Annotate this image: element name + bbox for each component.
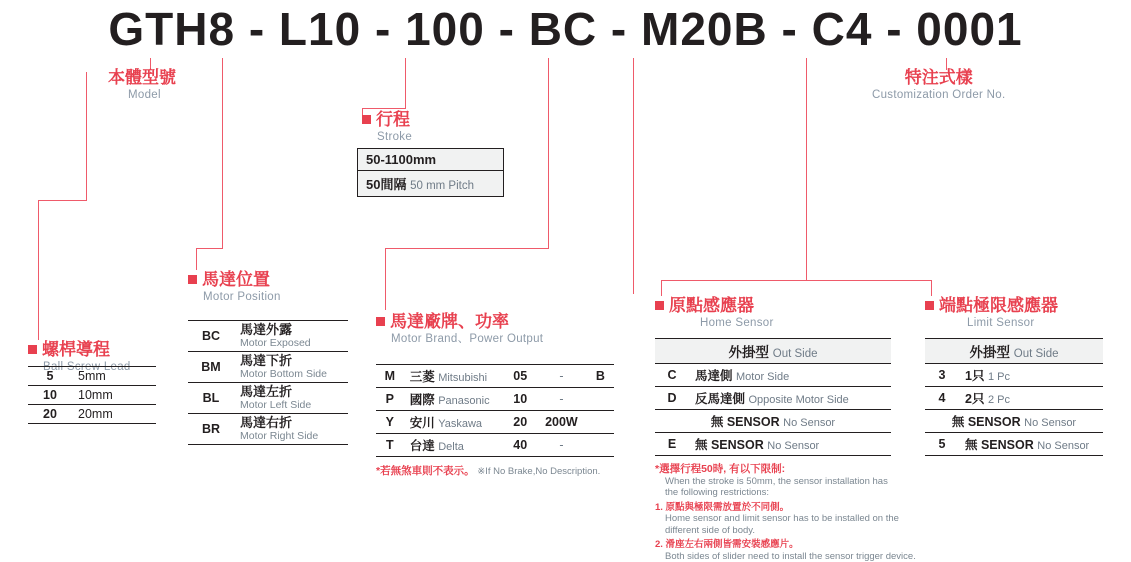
- limit-sensor-key: 5: [925, 433, 959, 456]
- table-row: [376, 411, 614, 434]
- motor-position-en: Motor Bottom Side: [240, 368, 342, 380]
- table-row: [655, 364, 891, 387]
- motor-position-cn: 馬達左折: [240, 384, 292, 399]
- power-key: 40: [504, 434, 535, 457]
- home-sensor-header-cn: 外掛型: [728, 345, 769, 360]
- home-sensor-value: [689, 387, 891, 410]
- motor-position-key: BC: [188, 321, 234, 352]
- motor-brand-note-cn: *若無煞車則不表示。: [376, 465, 475, 477]
- section-custom-cn: 特注式樣: [872, 68, 1005, 88]
- motor-brand-note-en: ※If No Brake,No Description.: [477, 466, 600, 477]
- section-motor-brand-cn: 馬達廠牌、功率: [376, 312, 543, 332]
- motor-position-value: [234, 321, 348, 352]
- lead-key: 20: [28, 405, 72, 424]
- footnote-title-en: When the stroke is 50mm, the sensor installation has: [655, 476, 955, 488]
- limit-sensor-en: No Sensor: [1024, 417, 1076, 429]
- brand-name-en: Delta: [438, 441, 464, 453]
- section-model: [108, 68, 176, 102]
- section-home-sensor: [655, 296, 774, 330]
- limit-sensor-en: 1 Pc: [988, 371, 1010, 383]
- lead-value: 20mm: [72, 405, 156, 424]
- table-row: [28, 386, 156, 405]
- motor-position-cn: 馬達右折: [240, 415, 292, 430]
- section-lead-en: Ball Screw Lead: [28, 360, 131, 374]
- limit-sensor-table: [925, 363, 1103, 456]
- section-stroke-cn: 行程: [362, 110, 412, 130]
- section-limit-sensor-cn: 端點極限感應器: [925, 296, 1058, 316]
- brand-name-cn: 國際: [410, 393, 435, 407]
- home-sensor-key: C: [655, 364, 689, 387]
- section-model-en: Model: [108, 88, 176, 102]
- home-sensor-en: Motor Side: [736, 371, 789, 383]
- limit-sensor-value: [959, 364, 1103, 387]
- section-motor-position-cn: 馬達位置: [188, 270, 281, 290]
- table-row: [925, 410, 1103, 433]
- home-sensor-en: No Sensor: [783, 417, 835, 429]
- stroke-box: [357, 148, 504, 197]
- brand-key: T: [376, 434, 404, 457]
- brand-key: Y: [376, 411, 404, 434]
- home-sensor-cn: 無 SENSOR: [695, 438, 764, 452]
- power-value: -: [536, 388, 587, 411]
- connector-line: [548, 58, 549, 248]
- section-motor-brand: [376, 312, 543, 346]
- lead-key: 10: [28, 386, 72, 405]
- motor-position-value: [234, 414, 348, 445]
- table-row: [188, 321, 348, 352]
- limit-sensor-key: 3: [925, 364, 959, 387]
- home-sensor-header-en: Out Side: [773, 348, 818, 360]
- connector-line: [931, 280, 932, 296]
- table-row: [28, 405, 156, 424]
- section-limit-sensor: [925, 296, 1058, 330]
- limit-sensor-value: [925, 410, 1103, 433]
- limit-sensor-value: [959, 387, 1103, 410]
- brake-key: [587, 434, 614, 457]
- table-row: [655, 410, 891, 433]
- section-stroke: [362, 110, 412, 144]
- connector-line: [405, 58, 406, 108]
- limit-sensor-header: [925, 338, 1103, 364]
- motor-position-en: Motor Left Side: [240, 399, 342, 411]
- stroke-pitch: [358, 170, 503, 196]
- limit-sensor-cn: 無 SENSOR: [965, 438, 1034, 452]
- limit-sensor-header-cn: 外掛型: [969, 345, 1010, 360]
- lead-value: 10mm: [72, 386, 156, 405]
- brand-name: [404, 434, 505, 457]
- connector-line: [806, 58, 807, 280]
- stroke-pitch-en: 50 mm Pitch: [410, 180, 474, 192]
- stroke-pitch-cn: 50間隔: [366, 177, 406, 192]
- table-row: [28, 367, 156, 386]
- lead-table: [28, 366, 156, 424]
- section-motor-position: [188, 270, 281, 304]
- limit-sensor-value: [959, 433, 1103, 456]
- brand-key: M: [376, 365, 404, 388]
- table-row: [655, 387, 891, 410]
- footnote-title-en2: the following restrictions:: [655, 487, 955, 499]
- bullet-square-icon: [655, 301, 664, 310]
- footnote-item1-en: Home sensor and limit sensor has to be installed on the: [655, 513, 955, 525]
- brand-name-en: Mitsubishi: [438, 372, 487, 384]
- home-sensor-cn: 反馬達側: [695, 392, 745, 406]
- home-sensor-cn: 馬達側: [695, 369, 733, 383]
- brake-key: [587, 388, 614, 411]
- lead-key: 5: [28, 367, 72, 386]
- bullet-square-icon: [925, 301, 934, 310]
- connector-line: [661, 280, 662, 296]
- table-row: [925, 433, 1103, 456]
- section-limit-sensor-en: Limit Sensor: [925, 316, 1058, 330]
- stroke-range: 50-1100mm: [358, 149, 503, 170]
- page-title: GTH8 - L10 - 100 - BC - M20B - C4 - 0001: [0, 2, 1131, 56]
- power-key: 20: [504, 411, 535, 434]
- home-sensor-table: [655, 363, 891, 456]
- limit-sensor-cn: 2只: [965, 392, 984, 406]
- home-sensor-value: [689, 364, 891, 387]
- home-sensor-value: [689, 433, 891, 456]
- brake-key: B: [587, 365, 614, 388]
- brand-name-cn: 台達: [410, 439, 435, 453]
- limit-sensor-cn: 無 SENSOR: [952, 415, 1021, 429]
- connector-line: [86, 72, 87, 200]
- brand-name-en: Panasonic: [438, 395, 489, 407]
- limit-sensor-en: 2 Pc: [988, 394, 1010, 406]
- home-sensor-en: Opposite Motor Side: [749, 394, 849, 406]
- limit-sensor-en: No Sensor: [1037, 440, 1089, 452]
- brand-name-cn: 三菱: [410, 370, 435, 384]
- home-sensor-header: [655, 338, 891, 364]
- bullet-square-icon: [188, 275, 197, 284]
- connector-line: [385, 248, 549, 249]
- footnote-item1-en2: different side of body.: [655, 525, 955, 537]
- power-value: 200W: [536, 411, 587, 434]
- power-key: 10: [504, 388, 535, 411]
- brand-name-en: Yaskawa: [438, 418, 482, 430]
- motor-position-cn: 馬達下折: [240, 353, 292, 368]
- section-home-sensor-en: Home Sensor: [655, 316, 774, 330]
- section-home-sensor-cn: 原點感應器: [655, 296, 774, 316]
- connector-line: [385, 248, 386, 310]
- section-custom: [872, 68, 1005, 102]
- brand-name-cn: 安川: [410, 416, 435, 430]
- motor-position-en: Motor Exposed: [240, 337, 342, 349]
- brand-name: [404, 388, 505, 411]
- power-value: -: [536, 365, 587, 388]
- connector-line: [196, 248, 197, 270]
- connector-line: [633, 58, 634, 294]
- footnote-item2-cn: 2. 滑座左右兩側皆需安裝感應片。: [655, 539, 955, 551]
- table-row: [188, 383, 348, 414]
- table-row: [188, 414, 348, 445]
- limit-sensor-key: 4: [925, 387, 959, 410]
- brake-key: [587, 411, 614, 434]
- connector-line: [806, 280, 931, 281]
- home-sensor-en: No Sensor: [767, 440, 819, 452]
- brand-name: [404, 365, 505, 388]
- motor-brand-note: [376, 466, 626, 478]
- connector-line: [196, 248, 223, 249]
- brand-name: [404, 411, 505, 434]
- footnote-item2-en: Both sides of slider need to install the sensor trigger device.: [655, 551, 955, 562]
- footnote-item1-cn: 1. 原點與極限需放置於不同側。: [655, 502, 955, 514]
- section-model-cn: 本體型號: [108, 68, 176, 88]
- motor-position-key: BL: [188, 383, 234, 414]
- table-row: [655, 433, 891, 456]
- table-row: [376, 388, 614, 411]
- connector-line: [661, 280, 807, 281]
- motor-brand-table: [376, 364, 614, 457]
- motor-position-cn: 馬達外露: [240, 322, 292, 337]
- motor-position-table: [188, 320, 348, 445]
- section-custom-en: Customization Order No.: [872, 88, 1005, 102]
- footnote-title-cn: *選擇行程50時, 有以下限制:: [655, 464, 955, 476]
- section-motor-brand-en: Motor Brand、Power Output: [376, 332, 543, 346]
- limit-sensor-header-en: Out Side: [1014, 348, 1059, 360]
- brand-key: P: [376, 388, 404, 411]
- limit-sensor-cn: 1只: [965, 369, 984, 383]
- table-row: [188, 352, 348, 383]
- table-row: [925, 364, 1103, 387]
- table-row: [925, 387, 1103, 410]
- connector-line: [38, 200, 39, 340]
- motor-position-value: [234, 352, 348, 383]
- table-row: [376, 365, 614, 388]
- section-lead-cn: 螺桿導程: [28, 340, 131, 360]
- bullet-square-icon: [28, 345, 37, 354]
- bullet-square-icon: [376, 317, 385, 326]
- table-row: [376, 434, 614, 457]
- connector-line: [222, 58, 223, 248]
- lead-value: 5mm: [72, 367, 156, 386]
- connector-line: [38, 200, 87, 201]
- section-stroke-en: Stroke: [362, 130, 412, 144]
- home-sensor-value: [655, 410, 891, 433]
- home-sensor-key: D: [655, 387, 689, 410]
- motor-position-value: [234, 383, 348, 414]
- home-sensor-cn: 無 SENSOR: [711, 415, 780, 429]
- motor-position-en: Motor Right Side: [240, 430, 342, 442]
- motor-position-key: BM: [188, 352, 234, 383]
- motor-position-key: BR: [188, 414, 234, 445]
- section-motor-position-en: Motor Position: [188, 290, 281, 304]
- bullet-square-icon: [362, 115, 371, 124]
- footnote-block: [655, 464, 955, 562]
- power-value: -: [536, 434, 587, 457]
- home-sensor-key: E: [655, 433, 689, 456]
- power-key: 05: [504, 365, 535, 388]
